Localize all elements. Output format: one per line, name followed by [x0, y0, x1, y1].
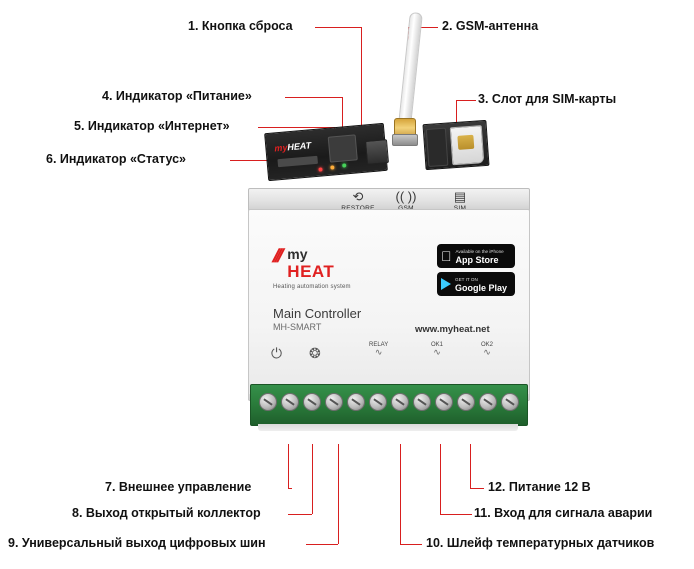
- internet-icon: ❂: [309, 345, 321, 361]
- leader-line-8b: [288, 514, 312, 515]
- logo-tagline: Heating automation system: [273, 284, 351, 290]
- sim-chip-icon: [457, 135, 474, 150]
- sim-card-icon: ▤: [453, 189, 467, 204]
- callout-label-2: 2. GSM-антенна: [442, 19, 539, 33]
- leader-line-4: [285, 97, 342, 98]
- leader-line-12: [470, 444, 471, 488]
- terminal-screw[interactable]: [369, 393, 387, 411]
- leader-line-9b: [306, 544, 338, 545]
- terminal-screw[interactable]: [325, 393, 343, 411]
- leader-line-7: [288, 444, 289, 488]
- front-icon-ok2: [481, 340, 493, 356]
- sim-slot-rail: [426, 128, 449, 167]
- leader-line-9: [338, 444, 339, 544]
- front-icon-ok1: [431, 340, 443, 356]
- device-front-panel: [248, 209, 530, 401]
- callout-label-11: 11. Вход для сигнала аварии: [474, 506, 653, 520]
- product-model: MH-SMART: [273, 322, 322, 332]
- leader-line-11b: [440, 514, 472, 515]
- antenna-nut: [392, 134, 418, 146]
- terminal-screw[interactable]: [435, 393, 453, 411]
- led-power: [342, 163, 346, 167]
- pcb-chip: [328, 134, 358, 162]
- callout-label-5: 5. Индикатор «Интернет»: [74, 119, 230, 133]
- restore-icon: ⟲: [352, 189, 364, 204]
- front-icon-relay-label: RELAY: [369, 342, 389, 348]
- terminal-screw[interactable]: [479, 393, 497, 411]
- leader-line-12b: [470, 488, 484, 489]
- terminal-screw[interactable]: [391, 393, 409, 411]
- callout-label-12: 12. Питание 12 В: [488, 480, 591, 494]
- leader-line-8: [312, 444, 313, 514]
- led-internet: [330, 165, 334, 169]
- apple-icon: [441, 249, 452, 263]
- logo-slashes-icon: ///: [269, 246, 284, 267]
- reset-button[interactable]: [365, 139, 389, 165]
- front-icon-internet: [309, 346, 321, 360]
- callout-label-6: 6. Индикатор «Статус»: [46, 152, 186, 166]
- antenna-rod: [398, 12, 423, 127]
- callout-label-3: 3. Слот для SIM-карты: [478, 92, 617, 106]
- pcb-smd-strip: [277, 156, 318, 167]
- pcb-logo: myHEAT: [273, 140, 312, 154]
- callout-label-10: 10. Шлейф температурных датчиков: [426, 536, 655, 550]
- app-store-badge-big: App Store: [445, 255, 489, 265]
- terminal-screw[interactable]: [413, 393, 431, 411]
- terminal-block-inner: [250, 384, 528, 426]
- callout-label-1: 1. Кнопка сброса: [188, 19, 293, 33]
- google-play-badge-big: Google Play: [455, 283, 508, 293]
- sim-card-slot[interactable]: [422, 120, 489, 170]
- terminal-screw[interactable]: [303, 393, 321, 411]
- terminal-screw[interactable]: [347, 393, 365, 411]
- ok2-icon: ∿: [483, 347, 491, 357]
- leader-line-3: [456, 100, 476, 101]
- leader-line-1: [315, 27, 361, 28]
- front-icon-power: [271, 346, 282, 360]
- front-icon-ok1-label: OK1: [431, 342, 444, 348]
- leader-line-10b: [400, 544, 422, 545]
- relay-icon: ∿: [374, 347, 383, 357]
- top-port-row: [248, 172, 528, 206]
- app-store-badge-small: Available on the iPhone: [445, 249, 494, 254]
- front-icon-ok2-label: OK2: [481, 342, 494, 348]
- device-bottom-shadow: [258, 424, 518, 431]
- callout-label-7: 7. Внешнее управление: [105, 480, 252, 494]
- antenna-icon: (( )): [395, 189, 417, 204]
- gsm-antenna: [396, 12, 412, 134]
- controller-device: [248, 188, 528, 444]
- logo-my: my: [287, 246, 308, 262]
- front-icon-relay: [369, 340, 388, 356]
- play-triangle-icon: [441, 278, 451, 290]
- brand-logo: [269, 246, 351, 290]
- sim-card: [450, 125, 485, 165]
- leader-line-7b: [288, 488, 292, 489]
- terminal-screw[interactable]: [457, 393, 475, 411]
- callout-label-4: 4. Индикатор «Питание»: [102, 89, 252, 103]
- power-icon: ⏻: [271, 345, 283, 361]
- website-text: www.myheat.net: [415, 324, 490, 335]
- terminal-screw[interactable]: [281, 393, 299, 411]
- leader-line-10: [400, 444, 401, 544]
- app-store-badge[interactable]: [437, 244, 515, 268]
- terminal-screw[interactable]: [501, 393, 519, 411]
- callout-label-9: 9. Универсальный выход цифровых шин: [8, 536, 266, 550]
- ok1-icon: ∿: [433, 347, 441, 357]
- google-play-badge-small: GET IT ON: [455, 277, 478, 282]
- leader-line-11: [440, 444, 441, 514]
- google-play-badge[interactable]: [437, 272, 515, 296]
- callout-label-8: 8. Выход открытый коллектор: [72, 506, 261, 520]
- logo-heat: HEAT: [287, 262, 335, 281]
- terminal-block: [250, 384, 526, 424]
- product-name: Main Controller: [273, 306, 362, 321]
- terminal-screw[interactable]: [259, 393, 277, 411]
